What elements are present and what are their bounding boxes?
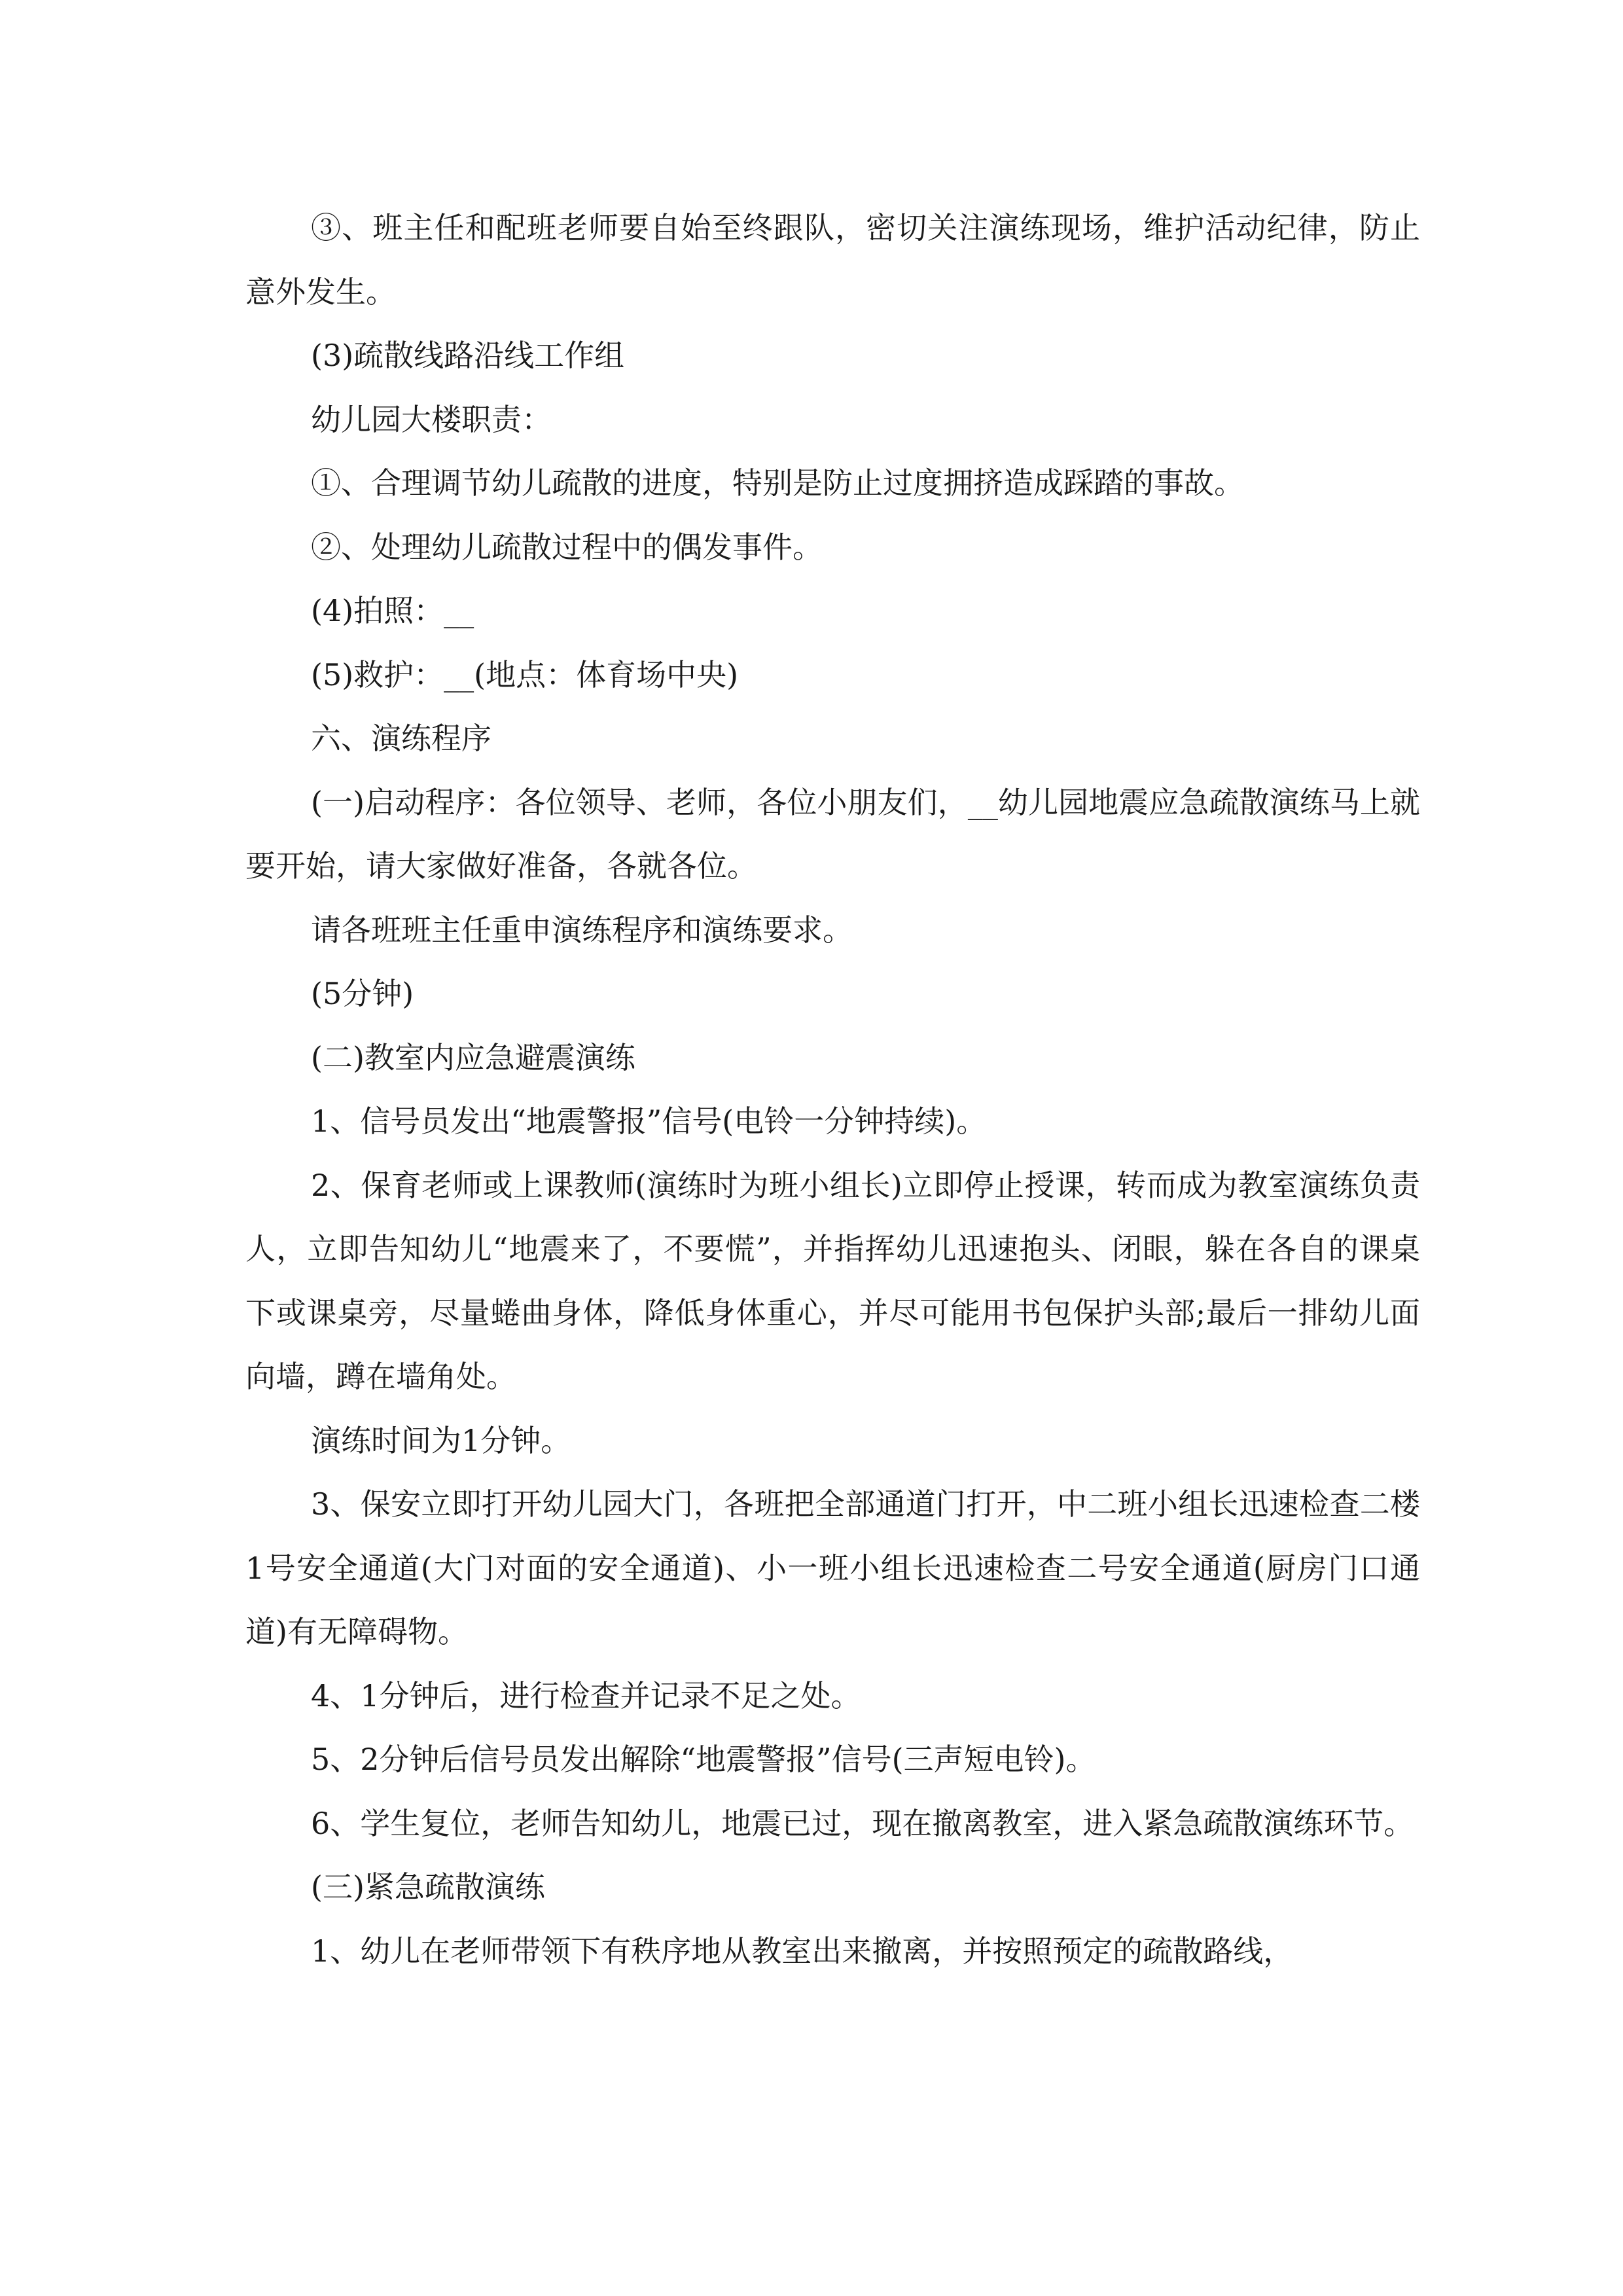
paragraph: 演练时间为1分钟。 xyxy=(311,1422,571,1458)
paragraph: 5、2分钟后信号员发出解除“地震警报”信号(三声短电铃)。 xyxy=(311,1742,1096,1777)
paragraph: 4、1分钟后，进行检查并记录不足之处。 xyxy=(311,1677,861,1713)
paragraph: 幼儿园大楼职责： xyxy=(311,401,552,437)
paragraph: (4)拍照：__ xyxy=(311,593,474,628)
subsection-heading: (三)紧急疏散演练 xyxy=(311,1869,545,1905)
paragraph: 1、信号员发出“地震警报”信号(电铃一分钟持续)。 xyxy=(311,1103,987,1139)
paragraph: ②、处理幼儿疏散过程中的偶发事件。 xyxy=(311,529,823,565)
section-heading: 六、演练程序 xyxy=(311,721,491,756)
paragraph: 3、保安立即打开幼儿园大门，各班把全部通道门打开，中二班小组长迅速检查二楼1号安全通道(大门对面的安全通道)、小一班小组长迅速检查二号安全通道(厨房门口通道)有无障碍物。 xyxy=(245,1486,1420,1649)
paragraph: 2、保育老师或上课教师(演练时为班小组长)立即停止授课，转而成为教室演练负责人，立即告知幼儿“地震来了，不要慌”，并指挥幼儿迅速抱头、闭眼，躲在各自的课桌下或课桌旁，尽量蜷曲身体，降低身体重心，并尽可能用书包保护头部;最后一排幼儿面向墙，蹲在墙角处。 xyxy=(245,1167,1420,1394)
paragraph: 请各班班主任重申演练程序和演练要求。 xyxy=(311,912,853,948)
document-body xyxy=(245,196,1420,1983)
paragraph: (一)启动程序：各位领导、老师，各位小朋友们，__幼儿园地震应急疏散演练马上就要开始，请大家做好准备，各就各位。 xyxy=(245,784,1420,884)
paragraph: ①、合理调节幼儿疏散的进度，特别是防止过度拥挤造成踩踏的事故。 xyxy=(311,465,1244,501)
paragraph: (3)疏散线路沿线工作组 xyxy=(311,338,625,373)
paragraph: (5)救护：__(地点：体育场中央) xyxy=(311,656,739,692)
subsection-heading: (二)教室内应急避震演练 xyxy=(311,1039,635,1075)
paragraph: 1、幼儿在老师带领下有秩序地从教室出来撤离，并按照预定的疏散路线， xyxy=(311,1933,1294,1969)
paragraph: ③、班主任和配班老师要自始至终跟队，密切关注演练现场，维护活动纪律，防止意外发生。 xyxy=(245,210,1420,310)
paragraph: (5分钟) xyxy=(311,976,414,1011)
paragraph: 6、学生复位，老师告知幼儿，地震已过，现在撤离教室，进入紧急疏散演练环节。 xyxy=(311,1805,1414,1841)
